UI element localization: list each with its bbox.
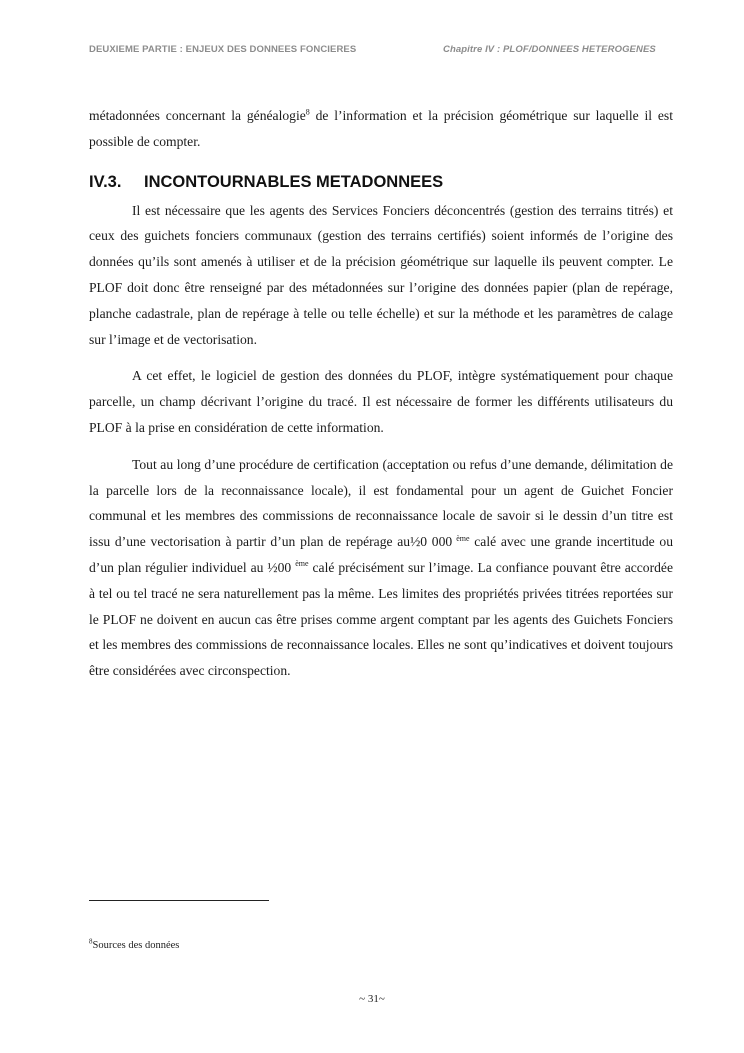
- ordinal-superscript-2: ème: [295, 559, 309, 569]
- footnote-separator: [89, 900, 269, 901]
- footnote: [89, 937, 180, 951]
- header-chapter-title: Chapitre IV : PLOF/DONNEES HETEROGENES: [443, 44, 656, 55]
- intro-text-before: métadonnées concernant la généalogie: [89, 108, 306, 123]
- intro-text-after: de l’information et la précision géométrique sur laquelle il est possible de compter.: [89, 108, 673, 149]
- body-paragraph-1: Il est nécessaire que les agents des Services Fonciers déconcentrés (gestion des terrains titrés) et ceux des guichets fonciers communaux (gestion des terrains certifiés) soient informés de l’origine des données qu’ils sont amenés à utiliser et de la précision géométrique sur laquelle ils peuvent compter. Le PLOF doit donc être renseigné par des métadonnées sur l’origine des données papier (plan de repérage, planche cadastrale, plan de repérage à telle ou telle échelle) et sur la méthode et les paramètres de calage sur l’image et de vectorisation.: [89, 202, 673, 347]
- paragraph-3-part-b: calé avec une grande incertitude ou d’un plan régulier individuel au ½00: [89, 534, 673, 575]
- body-paragraph-3: [89, 452, 673, 684]
- section-number: IV.3.: [89, 172, 122, 191]
- header-part-title: DEUXIEME PARTIE : ENJEUX DES DONNEES FONCIERES: [89, 44, 357, 55]
- footnote-reference[interactable]: 8: [305, 107, 310, 117]
- footnote-text: Sources des données: [92, 940, 180, 951]
- footnote-marker: 8: [89, 937, 93, 946]
- paragraph-3-part-c: calé précisément sur l’image. La confiance pouvant être accordée à tel ou tel tracé ne sera naturellement pas la même. Les limites des propriétés privées titrées reportées sur le PLOF ne doivent en aucun cas être prises comme argent comptant par les agents des Guichets Fonciers et les membres des commissions de reconnaissance locales. Elles ne sont qu’indicatives et doivent toujours être considérées avec circonspection.: [89, 559, 673, 679]
- page-header: [89, 44, 674, 60]
- paragraph-3-part-a: Tout au long d’une procédure de certification (acceptation ou refus d’une demande, délimitation de la parcelle lors de la reconnaissance locale), il est fondamental pour un agent de Guichet Foncier communal et les membres des commissions de reconnaissance locale de savoir si le dessin d’un titre est issu d’une vectorisation à partir d’un plan de repérage au½0 000: [89, 456, 673, 550]
- section-title: INCONTOURNABLES METADONNEES: [144, 172, 444, 191]
- page-number: ~ 31~: [359, 993, 385, 1005]
- section-heading: [89, 170, 673, 194]
- ordinal-superscript-1: ème: [456, 533, 470, 543]
- page-body: [89, 103, 673, 684]
- intro-paragraph: [89, 103, 673, 155]
- body-paragraph-2: A cet effet, le logiciel de gestion des données du PLOF, intègre systématiquement pour chaque parcelle, un champ décrivant l’origine du tracé. Il est nécessaire de former les différents utilisateurs du PLOF à la prise en considération de cette information.: [89, 368, 673, 435]
